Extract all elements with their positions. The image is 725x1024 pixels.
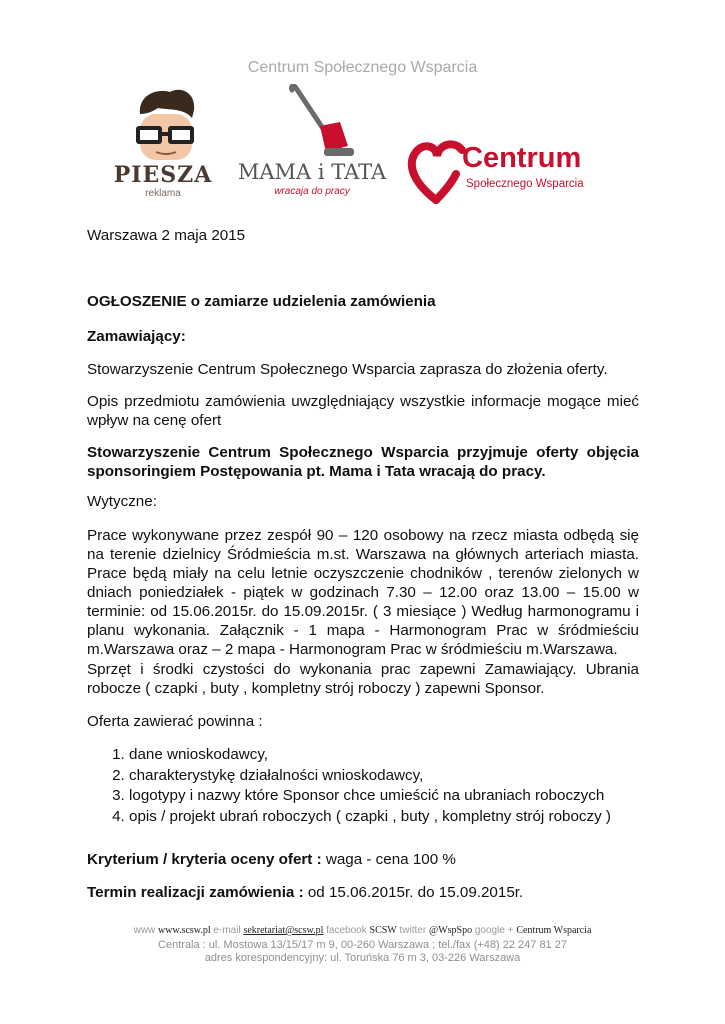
criteria-label: Kryterium / kryteria oceny ofert : bbox=[87, 851, 322, 868]
criteria-line bbox=[87, 850, 639, 869]
deadline-line bbox=[87, 883, 639, 902]
mama-i-tata-subtext: wracaja do pracy bbox=[274, 186, 350, 197]
heart-icon bbox=[406, 138, 468, 204]
footer-twitter-link[interactable]: @WspSpo bbox=[428, 925, 473, 936]
equipment-paragraph: Sprzęt i środki czystości do wykonania prac zapewni Zamawiający. Ubrania robocze ( czapki , buty , kompletny strój roboczy ) zapewni Sponsor. bbox=[87, 661, 639, 697]
work-description-paragraph: Prace wykonywane przez zespół 90 – 120 osobowy na rzecz miasta odbędą się na terenie dzielnicy Śródmieścia m.st. Warszawa na głównych arteriach miasta. Prace będą miały na celu letnie oczyszczenie chodników , terenów zielonych w dniach poniedziałek - piątek w godzinach 7.30 – 12.00 oraz 13.00 – 15.00 w terminie: od 15.06.2015r. do 15.09.2015r. ( 3 miesiące ) Według harmonogramu i planu wykonania. Załącznik - 1 mapa - Harmonogram Prac w śródmieściu m.Warszawa oraz – 2 mapa - Harmonogram Prac w śródmieściu m.Warszawa. bbox=[87, 527, 639, 658]
footer-facebook-link[interactable]: SCSW bbox=[369, 925, 397, 936]
list-item: 1. dane wnioskodawcy, bbox=[129, 745, 669, 766]
offer-requirements-list bbox=[87, 745, 669, 827]
footer-contacts bbox=[0, 925, 725, 936]
deadline-value: od 15.06.2015r. do 15.09.2015r. bbox=[303, 884, 524, 901]
list-item: 4. opis / projekt ubrań roboczych ( czapki , buty , kompletny strój roboczy ) bbox=[129, 807, 669, 828]
offer-intro: Oferta zawierać powinna : bbox=[87, 713, 263, 730]
document-date: Warszawa 2 maja 2015 bbox=[87, 227, 246, 244]
footer-twitter-label: twitter bbox=[399, 925, 427, 936]
list-item: 3. logotypy i nazwy które Sponsor chce umieścić na ubraniach roboczych bbox=[129, 786, 669, 807]
centrum-wordmark: Centrum bbox=[462, 142, 582, 174]
mama-i-tata-logo bbox=[236, 84, 388, 202]
footer-address-correspondence: adres korespondencyjny: ul. Toruńska 76 m 3, 03-226 Warszawa bbox=[204, 952, 521, 964]
vacuum-cleaner-icon bbox=[236, 84, 388, 164]
piesza-logo bbox=[108, 84, 218, 202]
footer-email-link[interactable]: sekretariat@scsw.pl bbox=[243, 925, 324, 936]
piesza-wordmark: PIESZA bbox=[113, 162, 213, 188]
guidelines-label: Wytyczne: bbox=[87, 493, 157, 510]
footer-www-link[interactable]: www.scsw.pl bbox=[158, 925, 211, 936]
footer-google-link[interactable]: Centrum Wsparcia bbox=[516, 925, 592, 936]
list-item: 2. charakterystykę działalności wnioskodawcy, bbox=[129, 766, 669, 787]
centrum-logo bbox=[406, 138, 596, 210]
deadline-label: Termin realizacji zamówienia : bbox=[87, 884, 304, 901]
footer-www-label: www bbox=[133, 925, 156, 936]
invitation-paragraph: Stowarzyszenie Centrum Społecznego Wsparcia zaprasza do złożenia oferty. bbox=[87, 361, 608, 378]
footer-address-main: Centrala : ul. Mostowa 13/15/17 m 9, 00-260 Warszawa ; tel./fax (+48) 22 247 81 27 bbox=[158, 939, 567, 951]
description-paragraph: Opis przedmiotu zamówienia uwzględniający wszystkie informacje mogące mieć wpływ na cenę ofert bbox=[87, 393, 639, 429]
announcement-heading: OGŁOSZENIE o zamiarze udzielenia zamówienia bbox=[87, 293, 436, 310]
zamawiajacy-label: Zamawiający: bbox=[87, 328, 186, 345]
sponsorship-paragraph: Stowarzyszenie Centrum Społecznego Wsparcia przyjmuje oferty objęcia sponsoringiem Postępowania pt. Mama i Tata wracają do pracy. bbox=[87, 444, 639, 480]
criteria-value: waga - cena 100 % bbox=[321, 851, 456, 868]
centrum-subtext: Społecznego Wsparcia bbox=[466, 178, 584, 190]
footer-google-label: google + bbox=[474, 925, 514, 936]
sponsor-logos bbox=[108, 84, 608, 214]
header-title: Centrum Społecznego Wsparcia bbox=[247, 59, 478, 76]
piesza-subtext: reklama bbox=[145, 188, 181, 199]
footer-facebook-label: facebook bbox=[326, 925, 367, 936]
mama-i-tata-wordmark: MAMA i TATA bbox=[237, 160, 387, 184]
footer-email-label: e-mail bbox=[213, 925, 241, 936]
